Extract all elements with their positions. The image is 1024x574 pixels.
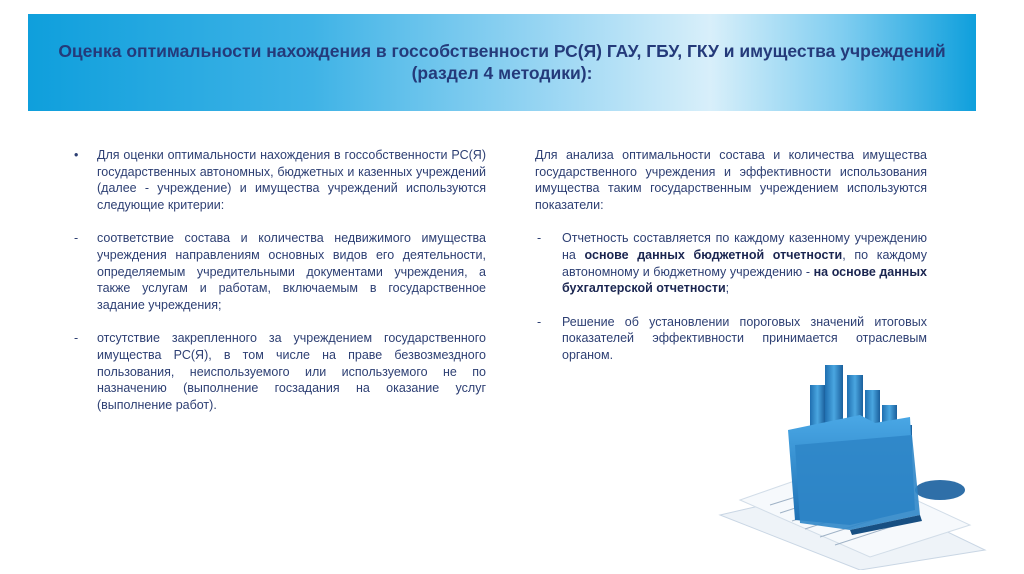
bullet-mark: • [74, 148, 79, 162]
left-criterion-1 [70, 230, 486, 313]
right-indicator-1-bold-a: основе данных бюджетной отчетности [584, 247, 843, 262]
right-indicator-1 [535, 230, 927, 296]
dash-mark: - [74, 231, 79, 246]
right-intro-text: Для анализа оптимальности состава и количества имущества государственного учреждения и эффективности использования имущества таким государственным учреждением используются показатели: [535, 148, 927, 212]
right-indicator-1-text-c: ; [725, 281, 730, 296]
left-criterion-2-text: отсутствие закрепленного за учреждением государственного имущества РС(Я), в том числе на праве безвозмездного пользования, неиспользуемого или используемого не по назначению (выполнение госзадания на оказание услуг (выполнение работ). [97, 331, 486, 412]
left-criterion-1-text: соответствие состава и количества недвижимого имущества учреждения направлениям основных видов его деятельности, определяемым учредительными документами учреждения, а также услугам и работам, включаемым в государственное задание учреждения; [97, 231, 486, 312]
dash-mark: - [74, 331, 79, 346]
right-indicator-1-text-a: Отчетность составляется по каждому казенному учреждению на [562, 231, 927, 262]
disc [915, 480, 965, 500]
left-intro-text: Для оценки оптимальности нахождения в госсобственности РС(Я) государственных автономных, бюджетных и казенных учреждений (далее - учреждение) и имущества учреждений используются следующие критерии: [97, 148, 486, 212]
left-criterion-2 [70, 330, 486, 413]
right-indicator-1-text-b: , по каждому автономному и бюджетному учреждению - [562, 247, 927, 279]
title-line-1: Оценка оптимальности нахождения в госсобственности РС(Я) ГАУ, ГБУ, ГКУ и имущества учреждений [58, 41, 946, 61]
dash-mark: - [537, 231, 542, 246]
title-line-2: (раздел 4 методики): [411, 63, 593, 83]
page-title [28, 40, 976, 84]
left-column [70, 147, 486, 430]
dash-mark: - [537, 314, 542, 329]
left-intro-paragraph [70, 147, 486, 213]
right-indicator-2-text: Решение об установлении пороговых значений итоговых показателей эффективности принимается отраслевым органом. [562, 314, 927, 362]
folder-front [795, 435, 920, 530]
folder-bar-chart-icon [700, 345, 1000, 570]
right-intro-paragraph [535, 147, 927, 213]
right-indicator-1-bold-b: на основе данных бухгалтерской отчетности [562, 264, 927, 296]
